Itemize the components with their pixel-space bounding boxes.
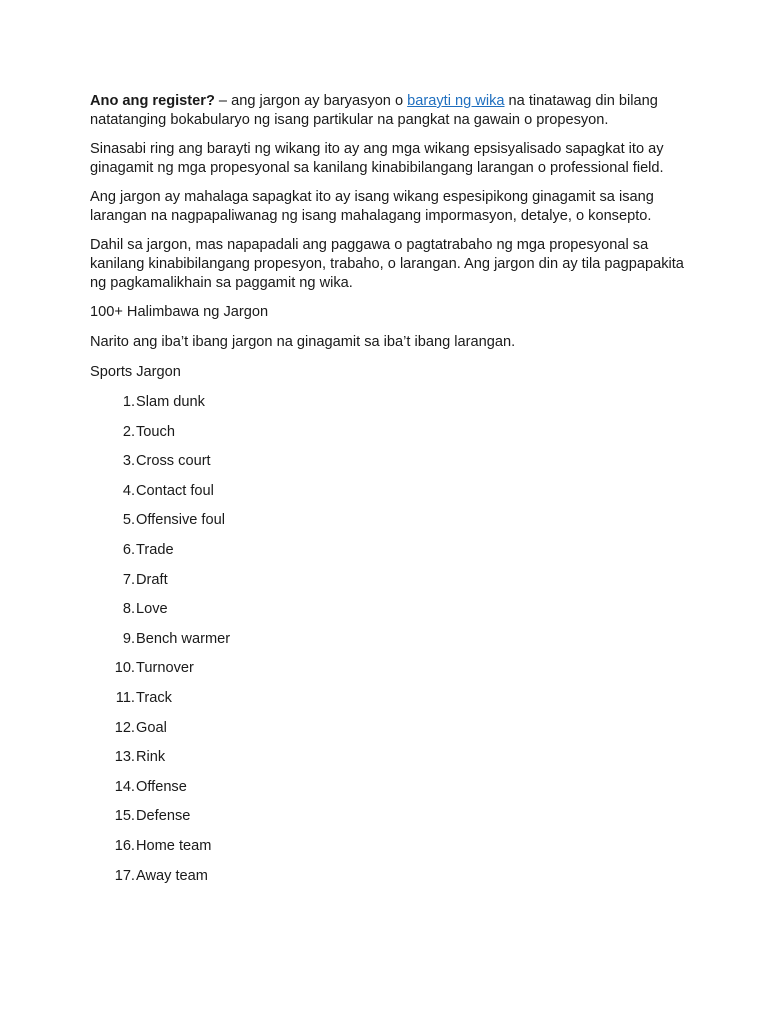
list-item-text: Offensive foul bbox=[136, 512, 225, 529]
list-item-number: 8. bbox=[122, 601, 135, 618]
list-item-number: 3. bbox=[122, 453, 135, 470]
list-item-number: 14. bbox=[114, 778, 135, 795]
intro-bold-lead: Ano ang register? bbox=[90, 93, 215, 109]
list-item-number: 4. bbox=[122, 482, 135, 499]
barayti-ng-wika-link[interactable]: barayti ng wika bbox=[407, 93, 505, 109]
list-intro: Narito ang iba’t ibang jargon na ginagamit sa iba’t ibang larangan. bbox=[90, 334, 516, 350]
sports-jargon-title: Sports Jargon bbox=[90, 364, 181, 380]
list-item-text: Turnover bbox=[136, 660, 194, 677]
list-item bbox=[90, 482, 690, 512]
list-item-number: 10. bbox=[114, 660, 135, 677]
list-item-text: Away team bbox=[136, 867, 208, 884]
list-item bbox=[90, 778, 690, 808]
intro-text-after-link: na tinatawag din bilang natatanging bokabularyo ng isang partikular na pangkat na gawain o propesyon. bbox=[90, 93, 658, 128]
list-item-text: Contact foul bbox=[136, 482, 214, 499]
list-item-text: Bench warmer bbox=[136, 630, 231, 647]
list-item-text: Cross court bbox=[136, 453, 211, 470]
list-item-number: 2. bbox=[122, 423, 135, 440]
list-item-number: 13. bbox=[114, 749, 135, 766]
list-item-text: Track bbox=[136, 689, 172, 706]
list-item bbox=[90, 659, 690, 689]
list-item-text: Goal bbox=[136, 719, 167, 736]
list-item bbox=[90, 719, 690, 749]
list-item bbox=[90, 600, 690, 630]
list-item-number: 5. bbox=[122, 512, 135, 529]
list-item-number: 16. bbox=[114, 837, 135, 854]
list-item-number: 15. bbox=[114, 808, 135, 825]
list-item bbox=[90, 571, 690, 601]
section-heading: 100+ Halimbawa ng Jargon bbox=[90, 304, 269, 320]
list-item-number: 9. bbox=[122, 630, 135, 647]
list-item-text: Touch bbox=[136, 423, 175, 440]
list-item-text: Rink bbox=[136, 749, 166, 766]
list-item-text: Defense bbox=[136, 808, 191, 825]
list-item-text: Love bbox=[136, 601, 168, 618]
list-item bbox=[90, 807, 690, 837]
list-item bbox=[90, 511, 690, 541]
list-item-number: 17. bbox=[114, 867, 135, 884]
list-item bbox=[90, 689, 690, 719]
list-item-number: 12. bbox=[114, 719, 135, 736]
intro-paragraph bbox=[90, 92, 690, 130]
list-item bbox=[90, 630, 690, 660]
list-item bbox=[90, 423, 690, 453]
document-page bbox=[90, 92, 690, 896]
list-item-number: 6. bbox=[122, 541, 135, 558]
list-item-number: 11. bbox=[115, 689, 135, 706]
list-item bbox=[90, 748, 690, 778]
list-item bbox=[90, 393, 690, 423]
list-item-text: Trade bbox=[136, 541, 174, 558]
list-item-text: Draft bbox=[136, 571, 168, 588]
list-item bbox=[90, 867, 690, 897]
intro-text-before-link: – ang jargon ay baryasyon o bbox=[214, 93, 408, 109]
list-item bbox=[90, 541, 690, 571]
list-item-text: Home team bbox=[136, 837, 212, 854]
list-item-text: Offense bbox=[136, 778, 187, 795]
list-item-text: Slam dunk bbox=[136, 394, 205, 410]
list-item-number: 7. bbox=[122, 571, 135, 588]
paragraph-2: Ang jargon ay mahalaga sapagkat ito ay isang wikang espesipikong ginagamit sa isang larangan na nagpapaliwanag ng isang mahalagang impormasyon, detalye, o konsepto. bbox=[90, 189, 654, 224]
sports-jargon-list bbox=[90, 393, 690, 896]
paragraph-1: Sinasabi ring ang barayti ng wikang ito ay ang mga wikang epsisyalisado sapagkat ito ay ginagamit ng mga propesyonal sa kanilang kinabibilangang larangan o professional field. bbox=[90, 141, 664, 176]
paragraph-3: Dahil sa jargon, mas napapadali ang paggawa o pagtatrabaho ng mga propesyonal sa kanilang kinabibilangang propesyon, trabaho, o larangan. Ang jargon din ay tila pagpapakita ng pagkamalikhain sa paggamit ng wika. bbox=[90, 237, 684, 291]
list-item bbox=[90, 837, 690, 867]
list-item-number: 1. bbox=[122, 394, 135, 410]
list-item bbox=[90, 452, 690, 482]
